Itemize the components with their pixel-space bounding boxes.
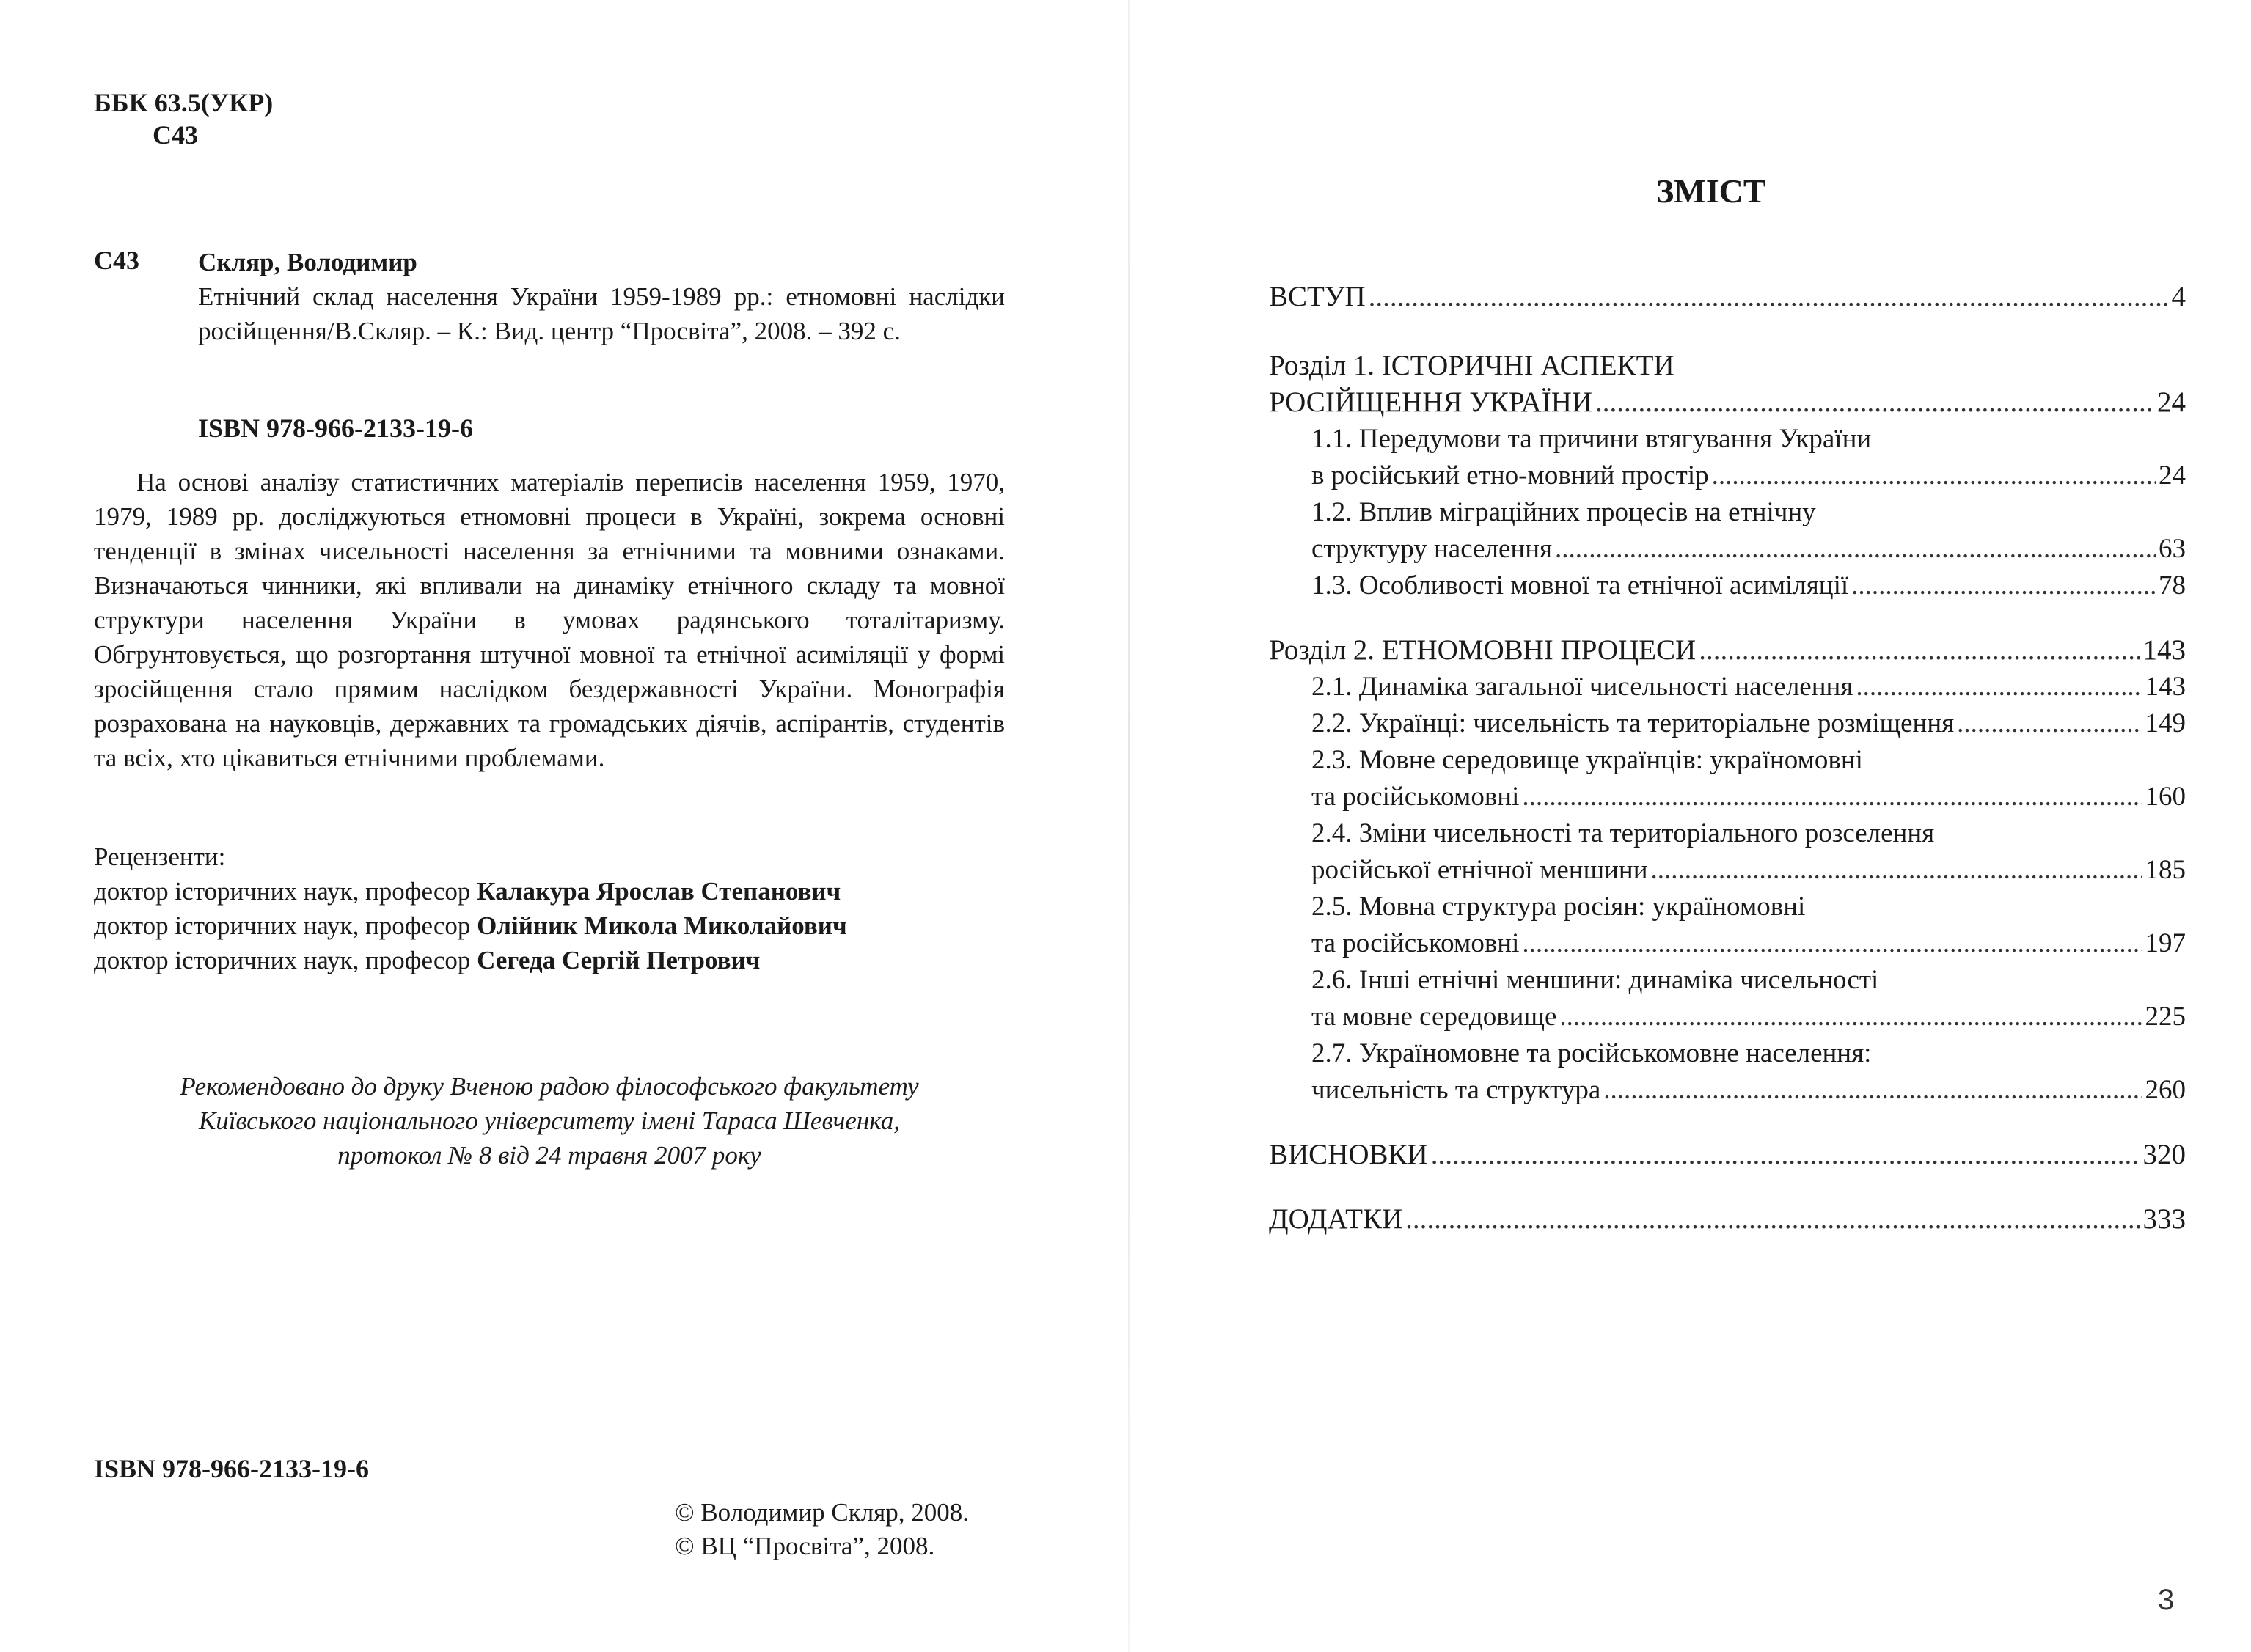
abstract-paragraph: На основі аналізу статистичних матеріалів переписів населення 1959, 1970, 1979, 1989 рр. досліджуються етномовні процеси в Україні, зокрема основні тенденції в змінах чисельності населення за етнічними та мовними ознаками. Визначаються чинники, які впливали на динаміку етнічного складу та мовної структури населення України в умовах радянського тоталітаризму. Обгрунтовується, що розгортання штучної мовної та етнічної асиміляції у формі зросійщення стало прямим наслідком бездержавності України. Монографія розрахована на науковців, державних та громадських діячів, аспірантів, студентів та всіх, хто цікавиться етнічними проблемами. — [94, 468, 1005, 772]
toc-entry-title-cont: чисельність та структура — [1311, 1075, 1601, 1105]
toc-page-number: 149 — [2145, 708, 2186, 738]
toc-entry-title: Розділ 2. ЕТНОМОВНІ ПРОЦЕСИ — [1269, 634, 1697, 666]
reviewer-title: доктор історичних наук, професор — [94, 877, 477, 906]
toc-entry-2-6[interactable] — [1269, 962, 2186, 1035]
dot-leader — [1405, 1201, 2140, 1238]
recommendation-line-1: Рекомендовано до друку Вченою радою філософського факультету — [180, 1072, 919, 1101]
dot-leader — [1603, 1072, 2142, 1109]
copyright-publisher: © ВЦ “Просвіта”, 2008. — [675, 1532, 935, 1560]
toc-entry-title: 2.5. Мовна структура росіян: україномовні — [1311, 892, 1806, 922]
recommendation-line-3: протокол № 8 від 24 травня 2007 року — [337, 1141, 761, 1170]
toc-page-number: 320 — [2142, 1139, 2186, 1170]
toc-page-number: 24 — [2157, 386, 2186, 418]
dot-leader — [1522, 779, 2142, 815]
toc-entry-2-2[interactable] — [1269, 705, 2186, 742]
toc-entry-2-3[interactable] — [1269, 742, 2186, 815]
toc-entry-title: 2.6. Інші етнічні меншини: динаміка чисельності — [1311, 965, 1879, 995]
reviewer-name: Олійник Микола Миколайович — [477, 911, 847, 940]
dot-leader — [1431, 1137, 2140, 1173]
reviewer-title: доктор історичних наук, професор — [94, 911, 477, 940]
toc-entry-1-3[interactable] — [1269, 568, 2186, 604]
toc-entry-title: 2.2. Українці: чисельність та територіальне розміщення — [1311, 708, 1955, 738]
toc-entry-chapter-2[interactable] — [1269, 632, 2186, 669]
dot-leader — [1712, 458, 2156, 494]
bbk-classification — [94, 87, 273, 151]
toc-entry-title-cont: та мовне середовище — [1311, 1002, 1557, 1032]
toc-page-number: 333 — [2142, 1203, 2186, 1235]
recommendation-line-2: Київського національного університету імені Тараса Шевченка, — [198, 1106, 901, 1135]
toc-entry-title: ВСТУП — [1269, 281, 1366, 312]
reviewer-name: Сегеда Сергій Петрович — [477, 946, 761, 974]
publication-recommendation — [94, 1069, 1005, 1172]
dot-leader — [1651, 852, 2142, 889]
toc-entry-title: ДОДАТКИ — [1269, 1203, 1403, 1235]
toc-page-number: 63 — [2159, 534, 2186, 564]
toc-entry-title: Розділ 1. ІСТОРИЧНІ АСПЕКТИ — [1269, 350, 1674, 381]
toc-page-number: 24 — [2159, 460, 2186, 491]
page-number: 3 — [2158, 1584, 2175, 1616]
dot-leader — [1559, 999, 2142, 1035]
toc-entry-chapter-1[interactable] — [1269, 348, 2186, 421]
copyright-author: © Володимир Скляр, 2008. — [675, 1498, 970, 1527]
toc-entry-title: 1.1. Передумови та причини втягування України — [1311, 424, 1872, 454]
toc-entry-2-4[interactable] — [1269, 815, 2186, 889]
toc-entry-2-5[interactable] — [1269, 889, 2186, 962]
toc-entry-appendices[interactable] — [1269, 1201, 2186, 1238]
toc-page-number: 78 — [2159, 570, 2186, 601]
table-of-contents — [1269, 279, 2186, 1238]
catalog-code: С43 — [94, 246, 139, 275]
toc-entry-title: 2.7. Україномовне та російськомовне населення: — [1311, 1038, 1872, 1068]
toc-entry-title-cont: російської етнічної меншини — [1311, 855, 1648, 885]
toc-page-number: 143 — [2142, 634, 2186, 666]
reviewer-name: Калакура Ярослав Степанович — [477, 877, 841, 906]
catalog-description: Етнічний склад населення України 1959-1989 рр.: етномовні наслідки російщення/В.Скляр. – К.: Вид. центр “Просвіта”, 2008. – 392 с. — [198, 282, 1005, 345]
catalog-isbn: ISBN 978-966-2133-19-6 — [198, 414, 473, 443]
catalog-author: Скляр, Володимир — [198, 248, 417, 276]
toc-entry-title: 1.2. Вплив міграційних процесів на етнічну — [1311, 497, 1816, 527]
author-mark: С43 — [153, 120, 198, 150]
toc-entry-title: 2.4. Зміни чисельності та територіального розселення — [1311, 818, 1935, 848]
dot-leader — [1699, 632, 2140, 669]
toc-entry-title: 2.1. Динаміка загальної чисельності населення — [1311, 672, 1853, 702]
toc-entry-1-2[interactable] — [1269, 494, 2186, 568]
toc-page-number: 225 — [2145, 1002, 2186, 1032]
toc-page-number: 197 — [2145, 928, 2186, 958]
toc-page-number: 4 — [2171, 281, 2186, 312]
dot-leader — [1595, 384, 2154, 421]
toc-entry-title: 1.3. Особливості мовної та етнічної асиміляції — [1311, 570, 1849, 601]
toc-entry-title-cont: та російськомовні — [1311, 928, 1520, 958]
dot-leader — [1522, 925, 2142, 962]
toc-entry-title-cont: та російськомовні — [1311, 782, 1520, 812]
toc-entry-2-1[interactable] — [1269, 669, 2186, 705]
isbn-bottom: ISBN 978-966-2133-19-6 — [94, 1454, 369, 1483]
toc-entry-title-cont: в російський етно-мовний простір — [1311, 460, 1709, 491]
toc-entry-conclusions[interactable] — [1269, 1137, 2186, 1173]
toc-entry-title-cont: структуру населення — [1311, 534, 1553, 564]
dot-leader — [1957, 705, 2142, 742]
toc-page-number: 143 — [2145, 672, 2186, 702]
toc-entry-title-cont: РОСІЙЩЕННЯ УКРАЇНИ — [1269, 386, 1593, 418]
toc-page-number: 185 — [2145, 855, 2186, 885]
toc-entry-title: ВИСНОВКИ — [1269, 1139, 1428, 1170]
catalog-record — [198, 245, 1005, 348]
toc-title: ЗМІСТ — [1656, 172, 1766, 210]
reviewers-label: Рецензенти: — [94, 842, 226, 871]
dot-leader — [1856, 669, 2142, 705]
dot-leader — [1555, 531, 2156, 568]
toc-page-number: 260 — [2145, 1075, 2186, 1105]
bbk-code: ББК 63.5(УКР) — [94, 88, 274, 117]
toc-entry-2-7[interactable] — [1269, 1035, 2186, 1109]
dot-leader — [1369, 279, 2169, 315]
reviewer-3 — [94, 943, 847, 977]
toc-entry-intro[interactable] — [1269, 279, 2186, 315]
reviewers-block — [94, 840, 847, 977]
copyright-block — [675, 1496, 969, 1563]
toc-entry-title: 2.3. Мовне середовище українців: україномовні — [1311, 745, 1863, 775]
reviewer-2 — [94, 908, 847, 943]
reviewer-1 — [94, 874, 847, 908]
reviewer-title: доктор історичних наук, професор — [94, 946, 477, 974]
toc-entry-1-1[interactable] — [1269, 421, 2186, 494]
dot-leader — [1851, 568, 2156, 604]
toc-page-number: 160 — [2145, 782, 2186, 812]
